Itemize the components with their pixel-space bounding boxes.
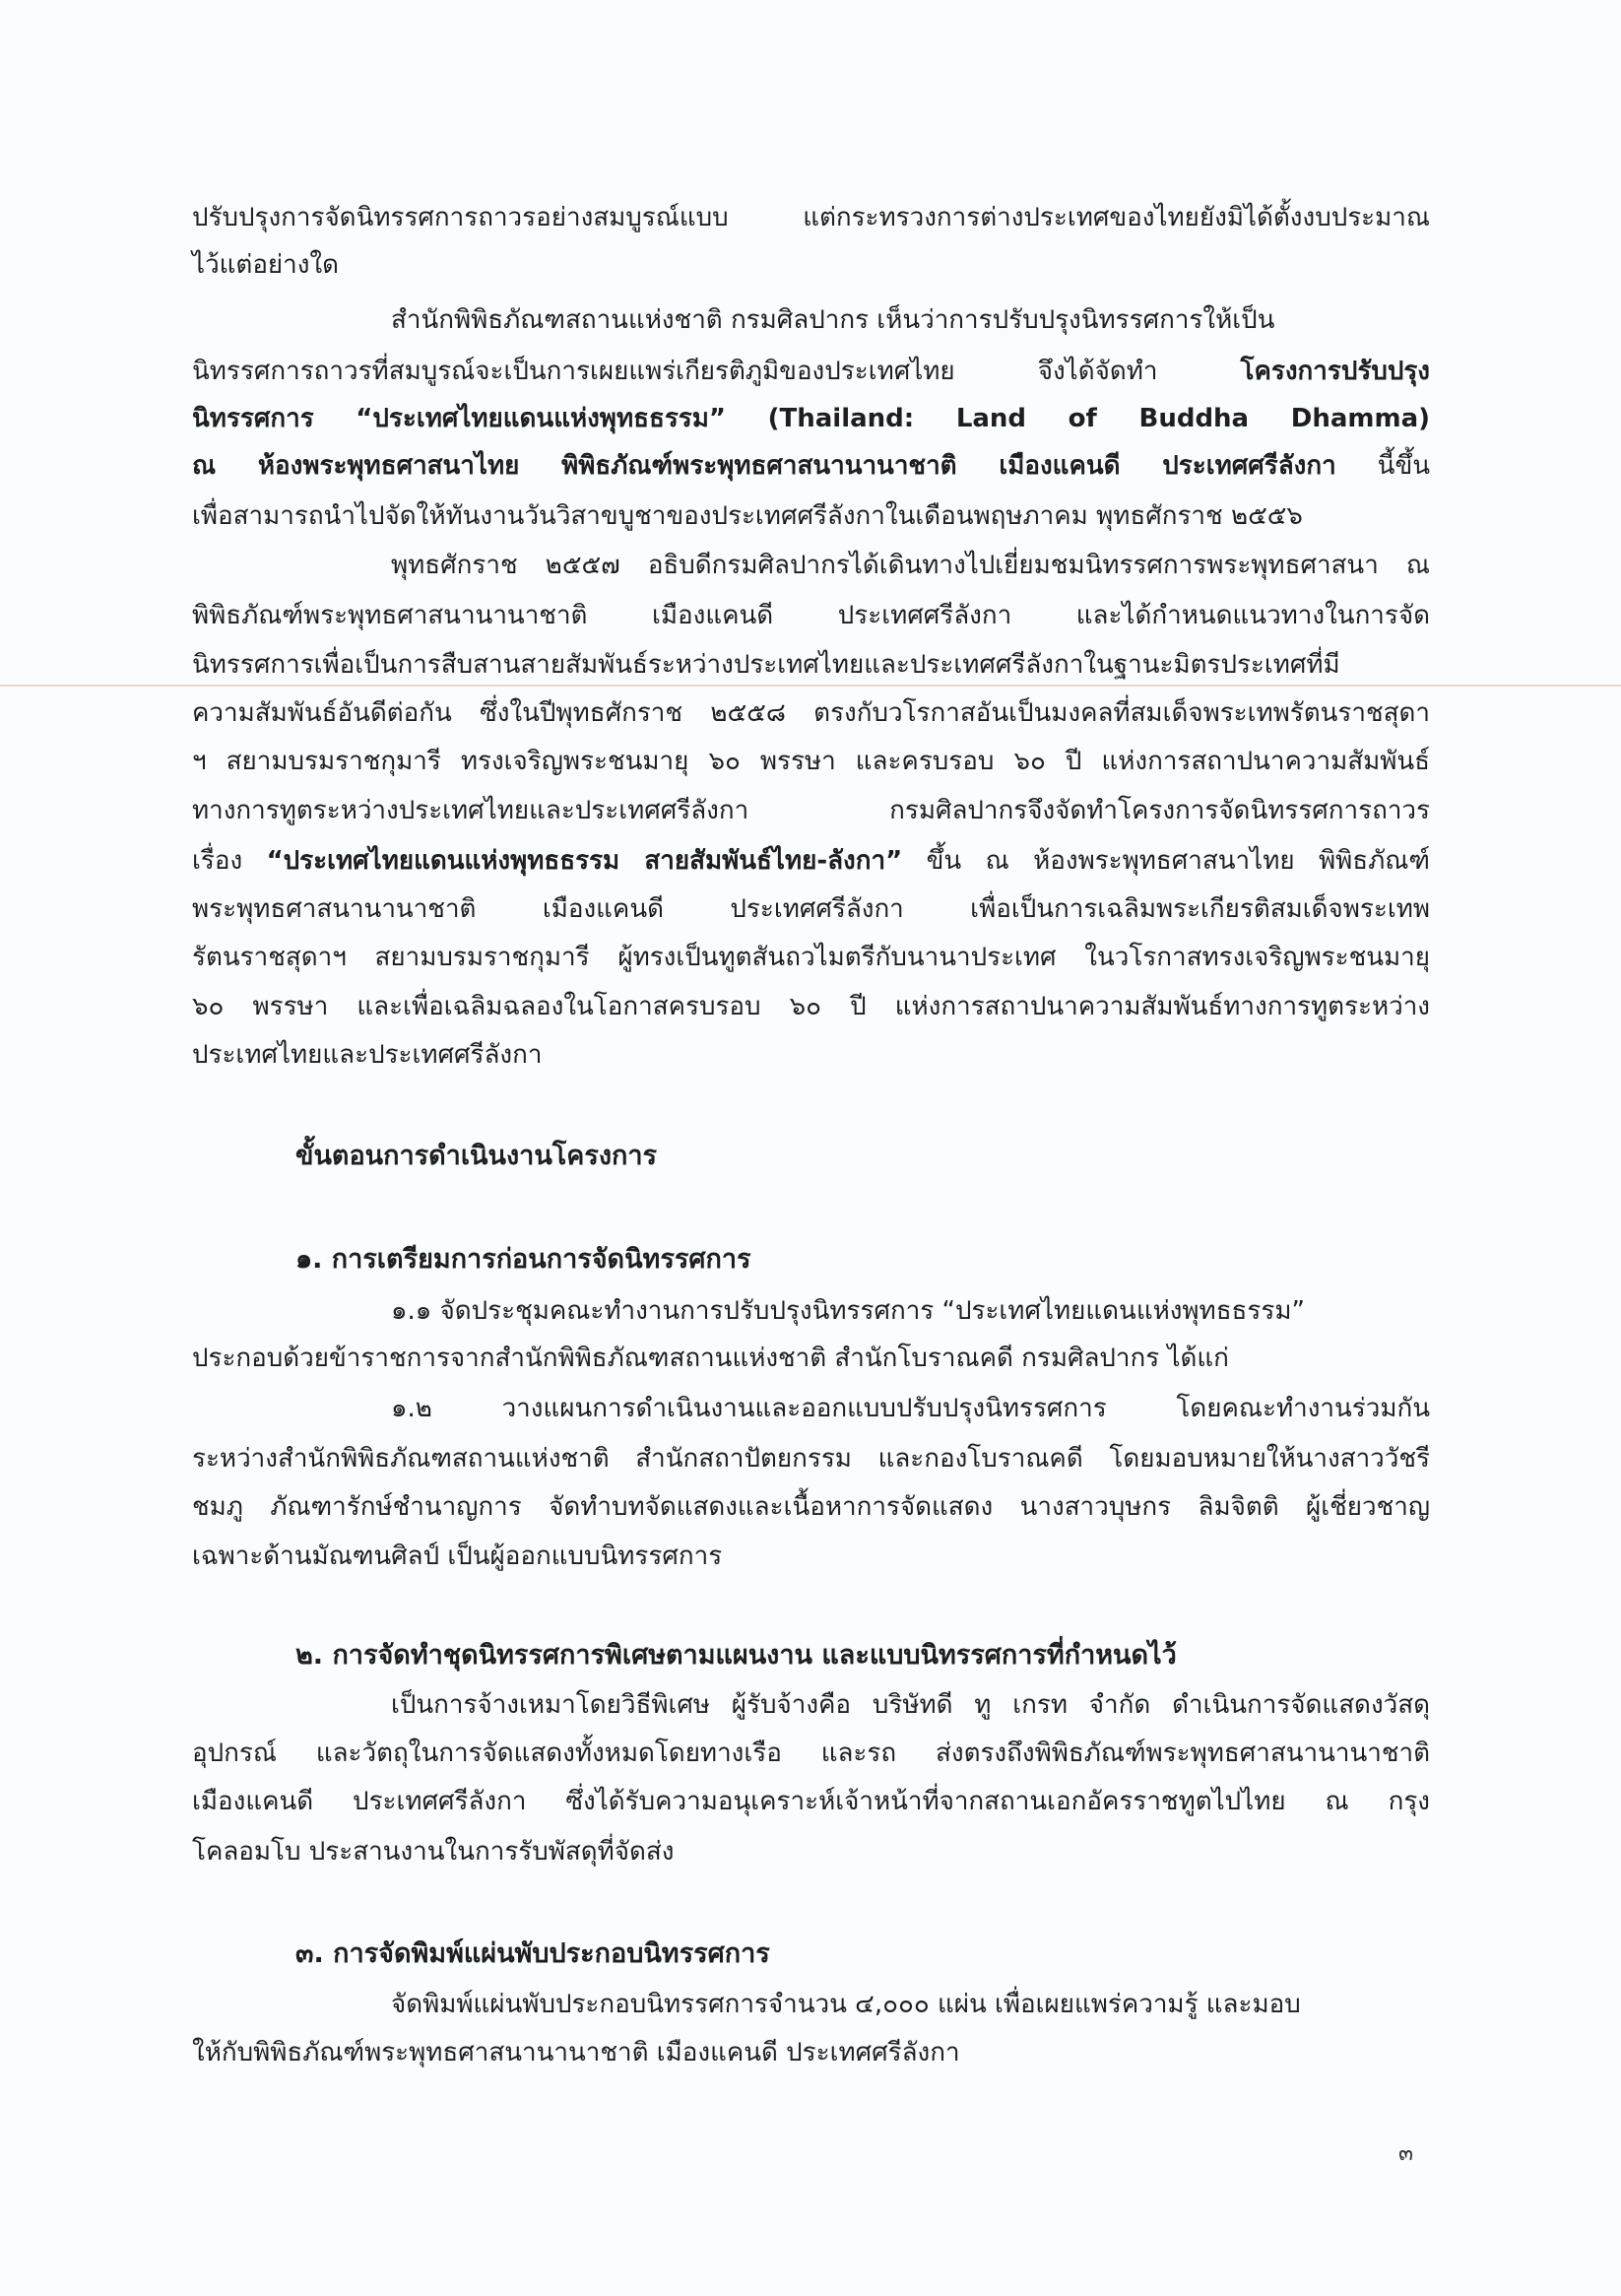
text-line <box>391 295 1430 345</box>
text-line <box>391 1680 1430 1730</box>
text-segment: ไว้แต่อย่างใด <box>192 250 340 280</box>
text-line <box>391 1384 1430 1433</box>
section-heading <box>295 1132 1533 1181</box>
text-line <box>192 689 1430 738</box>
bold-text: โครงการปรับปรุง <box>1240 357 1430 386</box>
text-line <box>192 591 1430 640</box>
text-segment: ประกอบด้วยข้าราชการจากสำนักพิพิธภัณฑสถานแห่งชาติ สำนักโบราณคดี กรมศิลปากร ได้แก่ <box>192 1344 1229 1373</box>
text-line <box>192 441 1430 491</box>
text-line <box>192 737 1430 786</box>
text-line <box>391 1286 1430 1336</box>
text-line <box>192 1532 1430 1581</box>
text-line <box>192 1334 1430 1383</box>
text-line <box>391 541 1430 590</box>
section-heading <box>295 1235 1533 1284</box>
text-line <box>192 1434 1430 1483</box>
text-line <box>192 492 1430 541</box>
text-segment: เป็นการจ้างเหมาโดยวิธีพิเศษ ผู้รับจ้างคือ บริษัทดี ทู เกรท จำกัด ดำเนินการจัดแสดงวัสดุ <box>391 1690 1430 1720</box>
text-line <box>192 640 1430 689</box>
text-line <box>192 885 1430 934</box>
text-segment: ๓. การจัดพิมพ์แผ่นพับประกอบนิทรรศการ <box>295 1938 770 1969</box>
text-segment: ให้กับพิพิธภัณฑ์พระพุทธศาสนานานาชาติ เมืองแคนดี ประเทศศรีลังกา <box>192 2038 960 2067</box>
text-segment: ปรับปรุงการจัดนิทรรศการถาวรอย่างสมบูรณ์แบบ แต่กระทรวงการต่างประเทศของไทยยังมิได้ตั้งงบประมาณ <box>192 203 1430 232</box>
text-segment: ความสัมพันธ์อันดีต่อกัน ซึ่งในปีพุทธศักราช ๒๕๕๘ ตรงกับวโรกาสอันเป็นมงคลที่สมเด็จพระเทพรัตนราชสุดา <box>192 698 1430 728</box>
text-line <box>192 933 1430 982</box>
section-heading <box>295 1930 1533 1979</box>
text-segment: ทางการทูตระหว่างประเทศไทยและประเทศศรีลังกา กรมศิลปากรจึงจัดทำโครงการจัดนิทรรศการถาวร <box>192 796 1430 825</box>
text-segment: นี้ขึ้น <box>1335 451 1430 481</box>
text-segment: อุปกรณ์ และวัตถุในการจัดแสดงทั้งหมดโดยทางเรือ และรถ ส่งตรงถึงพิพิธภัณฑ์พระพุทธศาสนานานาชาติ <box>192 1738 1430 1768</box>
text-segment: ๒. การจัดทำชุดนิทรรศการพิเศษตามแผนงาน และแบบนิทรรศการที่กำหนดไว้ <box>295 1640 1177 1671</box>
text-line <box>192 982 1430 1031</box>
text-segment: โคลอมโบ ประสานงานในการรับพัสดุที่จัดส่ง <box>192 1837 675 1867</box>
text-line <box>391 1980 1430 2029</box>
text-segment: ระหว่างสำนักพิพิธภัณฑสถานแห่งชาติ สำนักสถาปัตยกรรม และกองโบราณคดี โดยมอบหมายให้นางสาววัชรี <box>192 1444 1430 1474</box>
text-segment: เฉพาะด้านมัณฑนศิลป์ เป็นผู้ออกแบบนิทรรศการ <box>192 1542 723 1571</box>
text-line <box>192 1777 1430 1826</box>
text-segment: ๑. การเตรียมการก่อนการจัดนิทรรศการ <box>295 1244 751 1275</box>
text-segment: เพื่อสามารถนำไปจัดให้ทันงานวันวิสาขบูชาของประเทศศรีลังกาในเดือนพฤษภาคม พุทธศักราช ๒๕๕๖ <box>192 501 1303 531</box>
text-segment: ขึ้น ณ ห้องพระพุทธศาสนาไทย พิพิธภัณฑ์ <box>902 846 1430 876</box>
bold-text: “ประเทศไทยแดนแห่งพุทธธรรม สายสัมพันธ์ไทย-ลังกา” <box>266 846 903 876</box>
text-segment: พุทธศักราช ๒๕๕๗ อธิบดีกรมศิลปากรได้เดินทางไปเยี่ยมชมนิทรรศการพระพุทธศาสนา ณ <box>391 551 1430 580</box>
text-line <box>192 240 1430 290</box>
section-heading <box>295 1631 1533 1680</box>
text-segment: ๑.๒ วางแผนการดำเนินงานและออกแบบปรับปรุงนิทรรศการ โดยคณะทำงานร่วมกัน <box>391 1394 1430 1423</box>
text-segment: สำนักพิพิธภัณฑสถานแห่งชาติ กรมศิลปากร เห็นว่าการปรับปรุงนิทรรศการให้เป็น <box>391 305 1275 335</box>
text-segment: พระพุทธศาสนานานาชาติ เมืองแคนดี ประเทศศรีลังกา เพื่อเป็นการเฉลิมพระเกียรติสมเด็จพระเทพ <box>192 894 1430 924</box>
text-line <box>192 786 1430 835</box>
text-segment: ๑.๑ จัดประชุมคณะทำงานการปรับปรุงนิทรรศการ “ประเทศไทยแดนแห่งพุทธธรรม” <box>391 1296 1305 1326</box>
bold-text: ณ ห้องพระพุทธศาสนาไทย พิพิธภัณฑ์พระพุทธศาสนานานาชาติ เมืองแคนดี ประเทศศรีลังกา <box>192 451 1336 481</box>
text-segment: นิทรรศการเพื่อเป็นการสืบสานสายสัมพันธ์ระหว่างประเทศไทยและประเทศศรีลังกาในฐานะมิตรประเทศที่มี <box>192 650 1340 680</box>
bold-text: นิทรรศการ “ประเทศไทยแดนแห่งพุทธธรรม” (Thailand: Land of Buddha Dhamma) <box>192 404 1430 433</box>
text-line <box>192 1729 1430 1778</box>
text-segment: เมืองแคนดี ประเทศศรีลังกา ซึ่งได้รับความอนุเคราะห์เจ้าหน้าที่จากสถานเอกอัครราชทูตไปไทย ณ กรุง <box>192 1787 1430 1816</box>
text-segment: ชมภู ภัณฑารักษ์ชำนาญการ จัดทำบทจัดแสดงและเนื้อหาการจัดแสดง นางสาวบุษกร ลิมจิตติ ผู้เชี่ยวชาญ <box>192 1492 1430 1522</box>
text-segment: นิทรรศการถาวรที่สมบูรณ์จะเป็นการเผยแพร่เกียรติภูมิของประเทศไทย จึงได้จัดทำ <box>192 357 1241 386</box>
text-line <box>192 1827 1430 1876</box>
text-segment: เรื่อง <box>192 846 267 876</box>
text-line <box>192 193 1430 242</box>
text-line <box>192 394 1430 443</box>
text-line <box>192 836 1430 886</box>
page-number: ๓ <box>1398 2141 1414 2166</box>
text-line <box>192 2028 1430 2077</box>
text-segment: ขั้นตอนการดำเนินงานโครงการ <box>295 1141 658 1171</box>
text-segment: ๖๐ พรรษา และเพื่อเฉลิมฉลองในโอกาสครบรอบ ๖๐ ปี แห่งการสถาปนาความสัมพันธ์ทางการทูตระหว่าง <box>192 992 1430 1021</box>
text-line <box>192 347 1430 396</box>
text-segment: ฯ สยามบรมราชกุมารี ทรงเจริญพระชนมายุ ๖๐ พรรษา และครบรอบ ๖๐ ปี แห่งการสถาปนาความสัมพันธ์ <box>192 747 1430 776</box>
text-segment: รัตนราชสุดาฯ สยามบรมราชกุมารี ผู้ทรงเป็นทูตสันถวไมตรีกับนานาประเทศ ในวโรกาสทรงเจริญพระชนมายุ <box>192 943 1430 972</box>
text-segment: ประเทศไทยและประเทศศรีลังกา <box>192 1040 543 1070</box>
text-line <box>192 1030 1430 1080</box>
text-segment: พิพิธภัณฑ์พระพุทธศาสนานานาชาติ เมืองแคนดี ประเทศศรีลังกา และได้กำหนดแนวทางในการจัด <box>192 601 1430 630</box>
text-segment: จัดพิมพ์แผ่นพับประกอบนิทรรศการจำนวน ๔,๐๐๐ แผ่น เพื่อเผยแพร่ความรู้ และมอบ <box>391 1990 1301 2019</box>
text-line <box>192 1482 1430 1532</box>
